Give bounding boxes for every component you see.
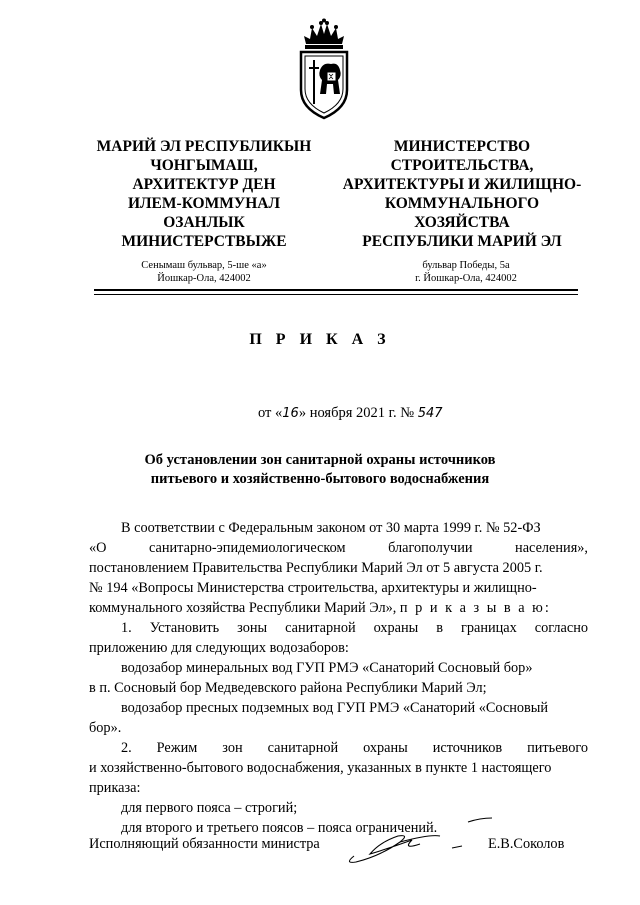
body-line bbox=[89, 600, 588, 617]
body-line: № 194 «Вопросы Министерства строительства, архитектуры и жилищно- bbox=[89, 580, 537, 596]
handwritten-signature-icon bbox=[340, 812, 500, 870]
body-line: приказа: bbox=[89, 780, 141, 796]
date-prefix: от « bbox=[258, 405, 283, 421]
ministry-name-line: МАРИЙ ЭЛ РЕСПУБЛИКЫН bbox=[96, 138, 312, 155]
body-line: бор». bbox=[89, 720, 122, 736]
body-line: 1. Установить зоны санитарной охраны в границах согласно bbox=[121, 620, 588, 636]
ministry-name-line: СТРОИТЕЛЬСТВА, bbox=[390, 157, 534, 174]
ministry-name-line: МИНИСТЕРСТВЫЖЕ bbox=[121, 233, 287, 250]
body-line: водозабор пресных подземных вод ГУП РМЭ «Санаторий «Сосновый bbox=[121, 700, 549, 716]
ministry-name-line: АРХИТЕКТУРЫ И ЖИЛИЩНО- bbox=[342, 176, 582, 193]
date-day-handwritten: 16 bbox=[282, 406, 299, 421]
address-mari bbox=[84, 259, 324, 285]
signatory-name: Е.В.Соколов bbox=[488, 836, 565, 852]
order-verb: п р и к а з ы в а ю: bbox=[399, 600, 551, 616]
ministry-name-line: АРХИТЕКТУР ДЕН bbox=[132, 176, 276, 193]
signatory-title: Исполняющий обязанности министра bbox=[89, 836, 320, 852]
body-line-text: коммунального хозяйства Республики Марий Эл», bbox=[89, 600, 397, 616]
address-line: Йошкар-Ола, 424002 bbox=[157, 273, 251, 284]
body-line: постановлением Правительства Республики Марий Эл от 5 августа 2005 г. bbox=[89, 560, 543, 576]
ministry-name-line: ОЗАНЛЫК bbox=[163, 214, 245, 231]
body-line: водозабор минеральных вод ГУП РМЭ «Санаторий Сосновый бор» bbox=[121, 660, 533, 676]
ministry-name-line: РЕСПУБЛИКИ МАРИЙ ЭЛ bbox=[362, 233, 562, 250]
ministry-name-line: ЧОНГЫМАШ, bbox=[150, 157, 258, 174]
header-rule-thin bbox=[94, 294, 578, 295]
order-number-handwritten: 547 bbox=[417, 406, 443, 421]
body-line: и хозяйственно-бытового водоснабжения, указанных в пункте 1 настоящего bbox=[89, 760, 552, 776]
ministry-name-line: ИЛЕМ-КОММУНАЛ bbox=[127, 195, 281, 212]
address-russian bbox=[346, 259, 586, 285]
address-line: Сенымаш бульвар, 5-ше «а» bbox=[141, 260, 267, 271]
address-line: г. Йошкар-Ола, 424002 bbox=[415, 273, 517, 284]
document-title: П Р И К А З bbox=[249, 331, 391, 348]
order-subject bbox=[40, 451, 600, 489]
ministry-name-line: КОММУНАЛЬНОГО bbox=[384, 195, 540, 212]
body-line: для первого пояса – строгий; bbox=[121, 800, 298, 816]
body-line: в п. Сосновый бор Медведевского района Республики Марий Эл; bbox=[89, 680, 487, 696]
address-line: бульвар Победы, 5а bbox=[422, 260, 510, 271]
body-line: 2. Режим зон санитарной охраны источников питьевого bbox=[121, 740, 588, 756]
body-line: В соответствии с Федеральным законом от 30 марта 1999 г. № 52-ФЗ bbox=[121, 520, 541, 536]
subject-line: Об установлении зон санитарной охраны источников bbox=[144, 452, 496, 468]
ministry-name-russian bbox=[322, 137, 602, 251]
body-line: приложению для следующих водозаборов: bbox=[89, 640, 349, 656]
ministry-name-line: ХОЗЯЙСТВА bbox=[414, 214, 510, 231]
ministry-name-mari bbox=[64, 137, 344, 251]
subject-line: питьевого и хозяйственно-бытового водоснабжения bbox=[150, 471, 490, 487]
header-rule-thick bbox=[94, 289, 578, 291]
body-line: «О санитарно-эпидемиологическом благополучии населения», bbox=[89, 540, 588, 556]
coat-of-arms-icon bbox=[296, 18, 352, 122]
body-line: для второго и третьего поясов – пояса ограничений. bbox=[121, 820, 438, 836]
ministry-name-line: МИНИСТЕРСТВО bbox=[393, 138, 531, 155]
date-middle: » ноября 2021 г. № bbox=[298, 405, 415, 421]
order-date-number bbox=[258, 405, 443, 422]
